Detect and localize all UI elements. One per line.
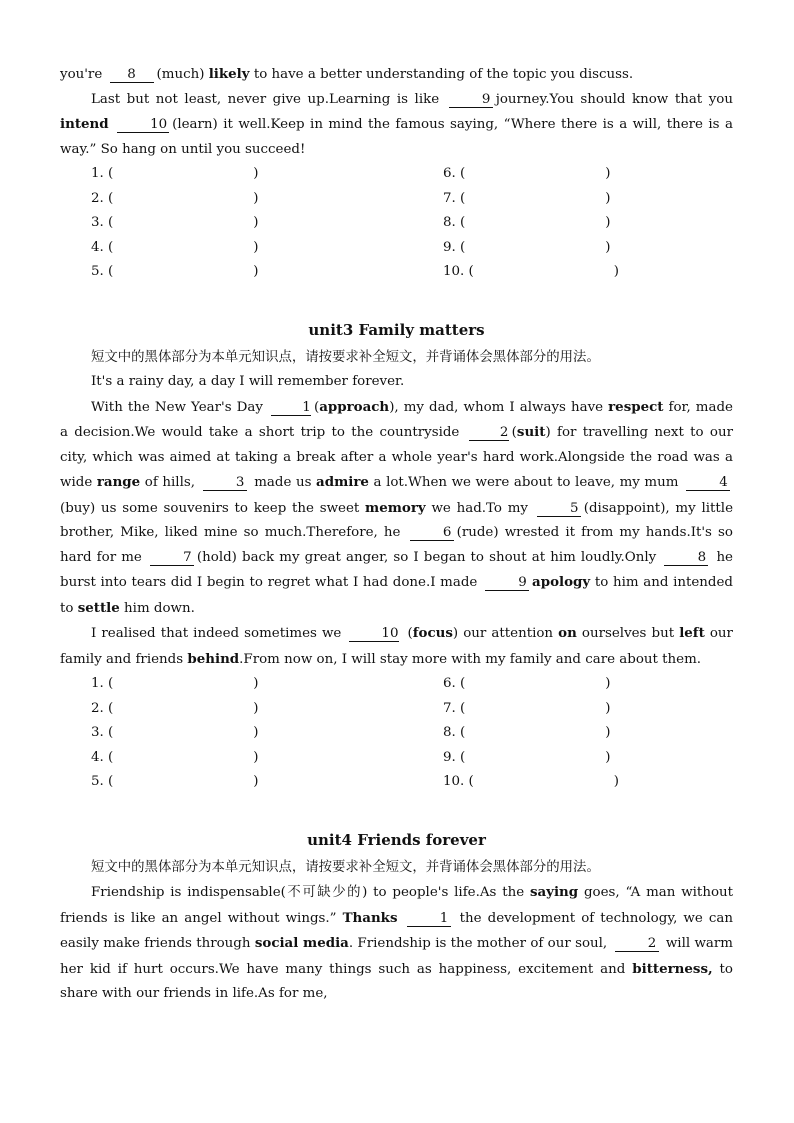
blank-1[interactable]: 1 [271,400,311,416]
unit4-paragraph: Friendship is indispensable(不可缺少的) to people's life.As the saying goes, “A man without friends is like an angel without wings.” Thanks 1 the development of technology, we can easily make friends through social media. Friendship is the mother of our soul, 2 will warm her kid if hurt occurs.We have many things such as happiness, excitement and bitterness, to share with our friends in life.As for me, [60,884,734,1001]
blank-5[interactable]: 5 [537,501,581,517]
paragraph-conclusion: Last but not least, never give up.Learning is like 9 journey.You should know that you intend 10 (learn) it well.Keep in mind the famous saying, “Where there is a will, there is a way.” So hang on until you succeed! [60,91,733,157]
answer-line-4[interactable]: 4. ( ) [91,749,259,765]
unit3-paragraph-end: I realised that indeed sometimes we 10 (focus) our attention on ourselves but left our family and friends behind.From now on, I will stay more with my family and care about them. [60,625,733,667]
unit4-instruction: 短文中的黑体部分为本单元知识点，请按要求补全短文，并背诵体会黑体部分的用法。 [91,859,600,875]
blank-3[interactable]: 3 [203,475,247,491]
answer-line-6[interactable]: 6. ( ) [443,166,611,181]
blank-1[interactable]: 1 [407,911,451,927]
blank-2[interactable]: 2 [469,425,509,441]
answer-line-9[interactable]: 9. ( ) [443,239,611,255]
answer-line-3[interactable]: 3. ( ) [91,215,259,230]
blank-8[interactable]: 8 [110,67,154,83]
answer-line-3[interactable]: 3. ( ) [91,725,259,740]
unit3-title: unit3 Family matters [308,320,485,339]
answer-grid-top [91,162,733,285]
answer-line-7[interactable]: 7. ( ) [443,700,611,716]
blank-7[interactable]: 7 [150,550,194,566]
blank-9[interactable]: 9 [485,575,529,591]
answer-line-5[interactable]: 5. ( ) [91,774,259,789]
paragraph-continuation: you're 8 (much) likely to have a better understanding of the topic you discuss. [60,66,634,82]
unit3-paragraph-main: With the New Year's Day 1 (approach), my dad, whom I always have respect for, made a decision.We would take a short trip to the countryside 2 (suit) for travelling next to our city, which was aimed at taking a break after a whole year's hard work.Alongside the road was a wide range of hills, 3 made us admire a lot.When we were about to leave, my mum 4(buy) us some souvenirs to keep the sweet memory we had.To my 5 (disappoint), my little brother, Mike, liked mine so much.Therefore, he 6 (rude) wrested it from my hands.It's so hard for me 7 (hold) back my great anger, so I began to shout at him loudly.Only 8 he burst into tears did I begin to regret what I had done.I made 9 apology to him and intended to settle him down. [60,398,733,616]
answer-line-1[interactable]: 1. ( ) [91,676,259,691]
answer-line-8[interactable]: 8. ( ) [443,215,611,230]
blank-8[interactable]: 8 [664,550,708,566]
unit4-title: unit4 Friends forever [307,830,486,849]
answer-line-10[interactable]: 10. ( ) [443,264,620,279]
blank-6[interactable]: 6 [410,525,454,541]
answer-line-5[interactable]: 5. ( ) [91,264,259,279]
blank-2[interactable]: 2 [615,936,659,952]
answer-line-1[interactable]: 1. ( ) [91,166,259,181]
answer-line-6[interactable]: 6. ( ) [443,676,611,691]
answer-line-7[interactable]: 7. ( ) [443,190,611,206]
answer-line-8[interactable]: 8. ( ) [443,725,611,740]
answer-line-4[interactable]: 4. ( ) [91,239,259,255]
answer-line-2[interactable]: 2. ( ) [91,190,259,206]
document-page [60,62,733,1007]
unit3-sentence-1: It's a rainy day, a day I will remember forever. [91,374,405,389]
answer-grid-unit3 [91,672,733,795]
blank-10[interactable]: 10 [117,117,169,133]
blank-4[interactable]: 4 [686,475,730,491]
unit3-instruction: 短文中的黑体部分为本单元知识点，请按要求补全短文，并背诵体会黑体部分的用法。 [91,349,600,365]
answer-line-10[interactable]: 10. ( ) [443,774,620,789]
blank-9[interactable]: 9 [449,92,493,108]
blank-10[interactable]: 10 [349,626,399,642]
answer-line-9[interactable]: 9. ( ) [443,749,611,765]
answer-line-2[interactable]: 2. ( ) [91,700,259,716]
